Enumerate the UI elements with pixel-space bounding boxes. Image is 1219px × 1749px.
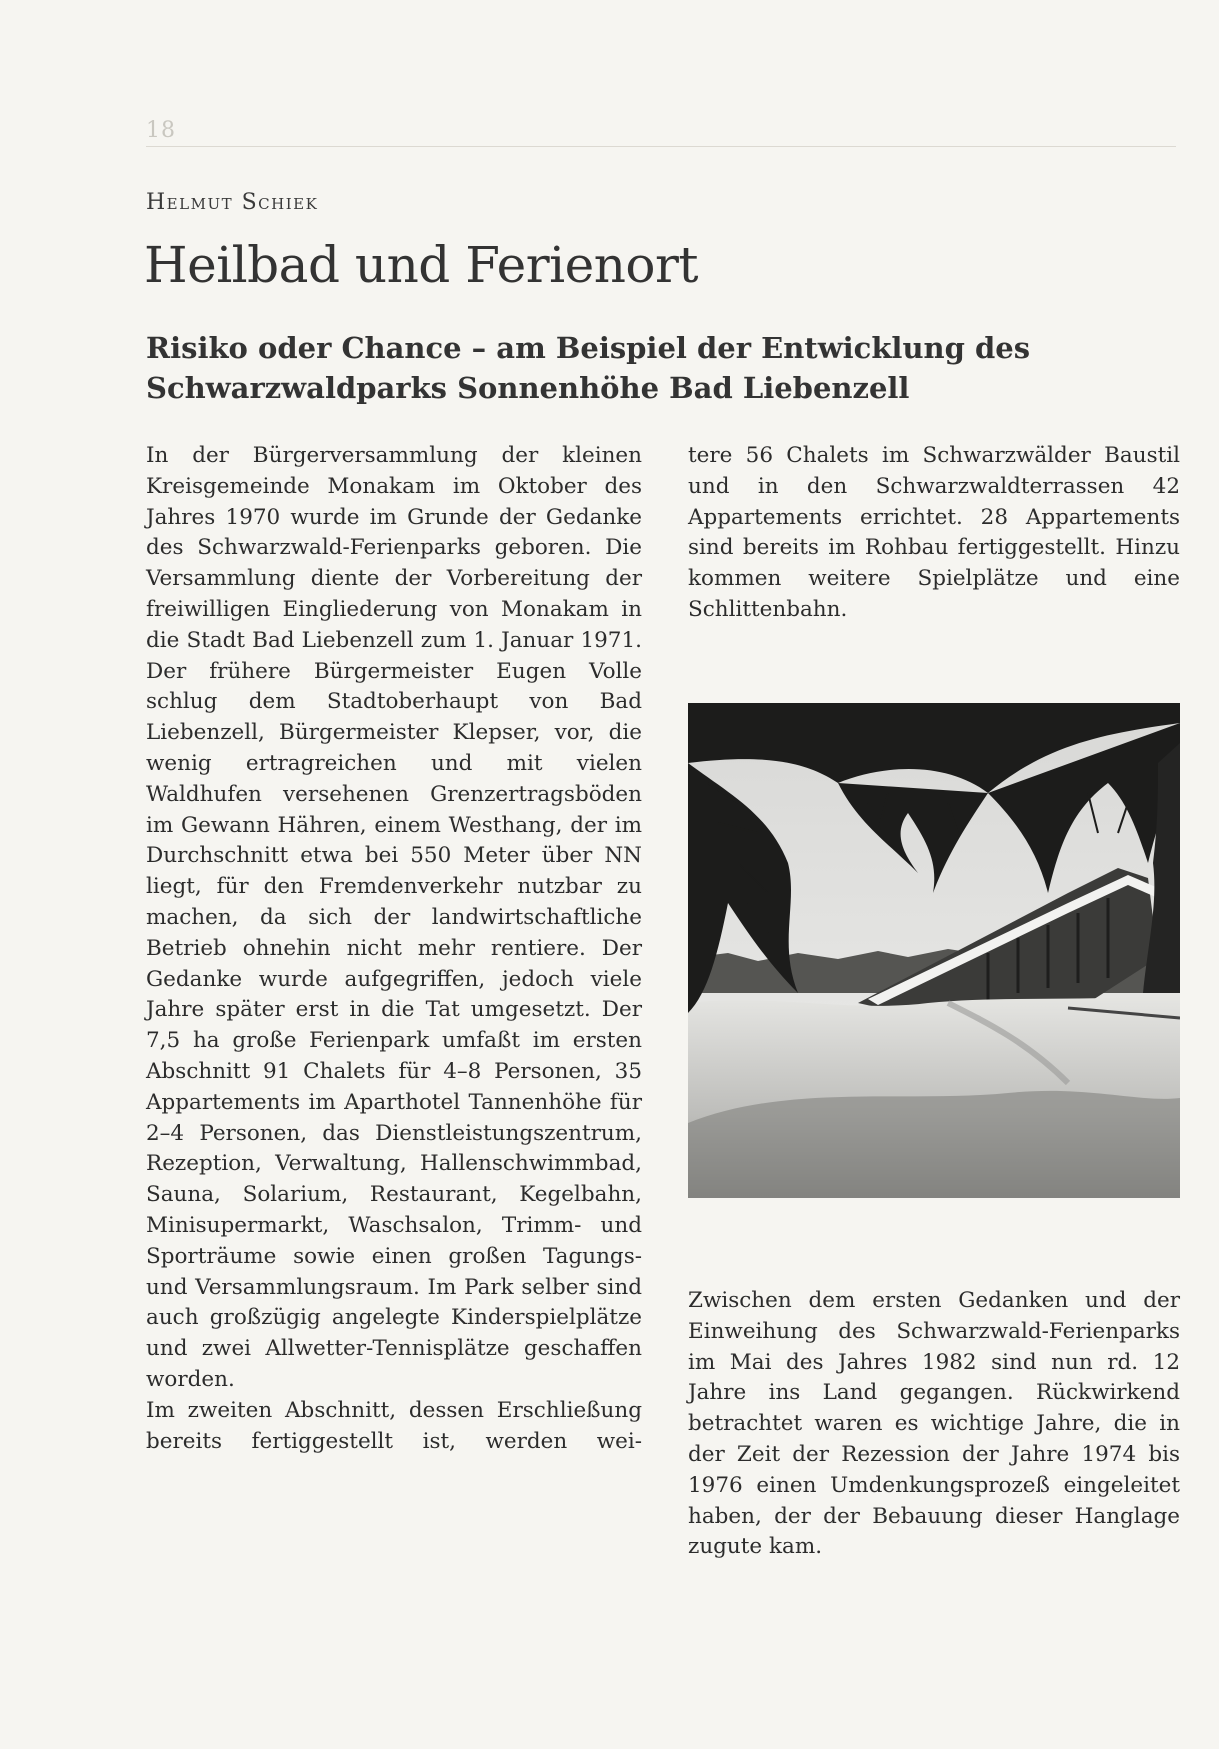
article-subtitle — [146, 328, 1186, 408]
snow-chalet-photo — [688, 703, 1180, 1198]
right-column-top — [688, 441, 1180, 626]
subtitle-line-2: Schwarzwaldparks Sonnenhöhe Bad Liebenzell — [146, 371, 910, 405]
left-column — [146, 441, 642, 1457]
photo-illustration — [688, 703, 1180, 1198]
page-number: 18 — [146, 118, 176, 143]
article-title: Heilbad und Ferienort — [144, 236, 699, 294]
paragraph-1: In der Bürgerversammlung der kleinen Kreisgemeinde Monakam im Oktober des Jahres 1970 wurde im Grunde der Gedanke des Schwarzwald-Ferienparks geboren. Die Versammlung diente der Vorbereitung der freiwilligen Eingliederung von Monakam in die Stadt Bad Liebenzell zum 1. Januar 1971. Der frühere Bürgermeister Eugen Volle schlug dem Stadtoberhaupt von Bad Liebenzell, Bürgermeister Klepser, vor, die wenig ertragreichen und mit vielen Waldhufen versehenen Grenzertragsböden im Gewann Hähren, einem Westhang, der im Durchschnitt etwa bei 550 Meter über NN liegt, für den Fremdenverkehr nutzbar zu machen, da sich der landwirtschaftliche Betrieb ohnehin nicht mehr rentiere. Der Gedanke wurde aufgegriffen, jedoch viele Jahre später erst in die Tat umgesetzt. Der 7,5 ha große Ferienpark umfaßt im ersten Abschnitt 91 Chalets für 4–8 Personen, 35 Appartements im Aparthotel Tannenhöhe für 2–4 Personen, das Dienstleistungszentrum, Rezeption, Verwaltung, Hallenschwimmbad, Sauna, Solarium, Restaurant, Kegelbahn, Minisupermarkt, Waschsalon, Trimm- und Sporträume sowie einen großen Tagungs-und Versammlungsraum. Im Park selber sind auch großzügig angelegte Kinderspielplätze und zwei Allwetter-Tennisplätze geschaffen worden. — [146, 443, 642, 1392]
paragraph-3: tere 56 Chalets im Schwarzwälder Baustil und in den Schwarzwaldterrassen 42 Appartements errichtet. 28 Appartements sind bereits im Rohbau fertiggestellt. Hinzu kommen weitere Spielplätze und eine Schlittenbahn. — [688, 443, 1180, 622]
header-rule — [146, 146, 1176, 147]
paragraph-4: Zwischen dem ersten Gedanken und der Einweihung des Schwarzwald-Ferienparks im Mai des Jahres 1982 sind nun rd. 12 Jahre ins Land gegangen. Rückwirkend betrachtet waren es wichtige Jahre, die in der Zeit der Rezession der Jahre 1974 bis 1976 einen Umdenkungsprozeß eingeleitet haben, der der Bebauung dieser Hanglage zugute kam. — [688, 1288, 1180, 1560]
author-name: Helmut Schiek — [146, 190, 319, 215]
paragraph-2: Im zweiten Abschnitt, dessen Erschließung bereits fertiggestellt ist, werden wei- — [146, 1397, 642, 1454]
subtitle-line-1: Risiko oder Chance – am Beispiel der Entwicklung des — [146, 331, 1031, 365]
right-column-bottom — [688, 1286, 1180, 1563]
